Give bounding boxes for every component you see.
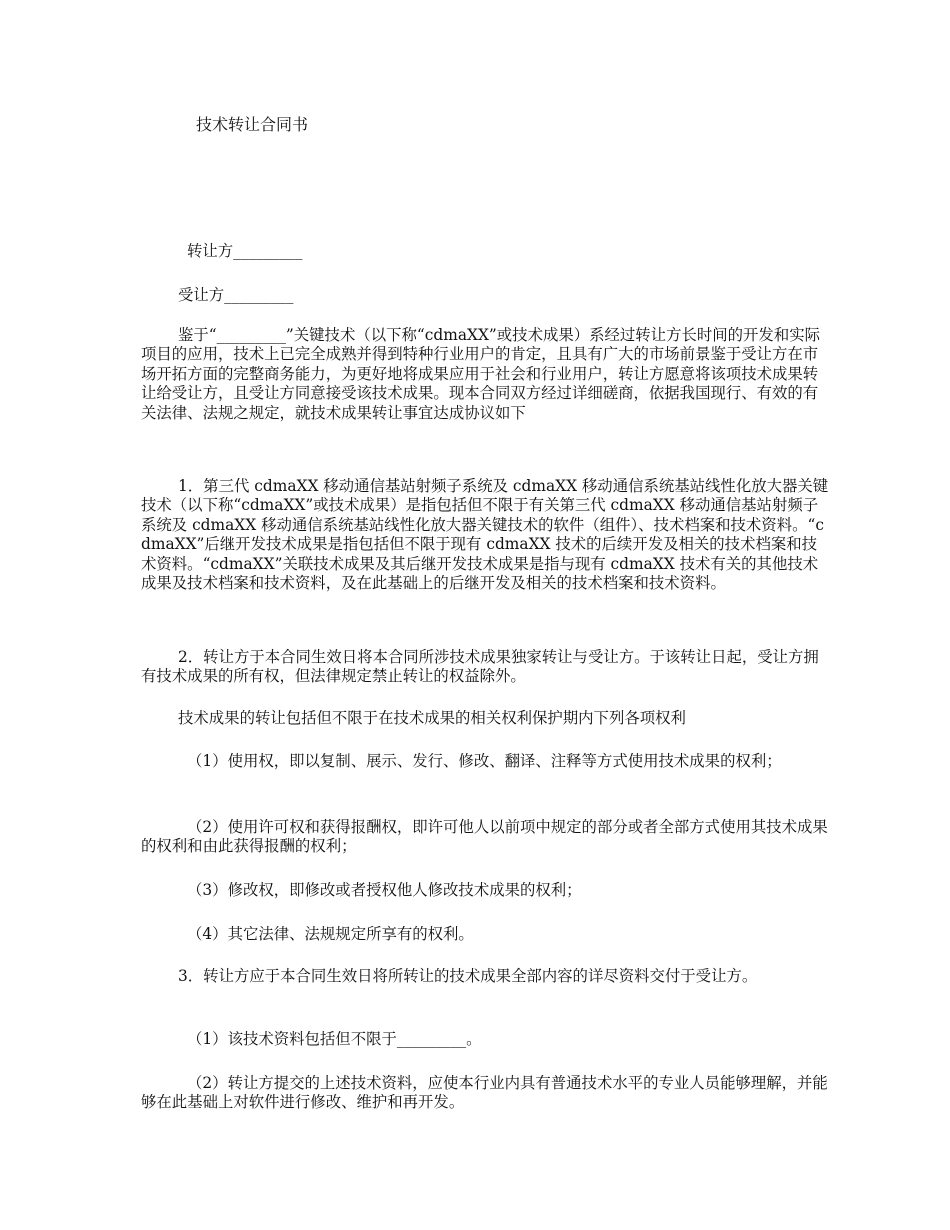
right-2-paragraph: （2）使用许可权和获得报酬权，即许可他人以前项中规定的部分或者全部方式使用其技术成果的权利和由此获得报酬的权利；	[141, 818, 828, 856]
clause-1-paragraph: 1．第三代 cdmaXX 移动通信基站射频子系统及 cdmaXX 移动通信系统基站线性化放大器关键技术（以下称“cdmaXX”或技术成果）是指包括但不限于有关第三代 cdmaXX 移动通信基站射频子系统及 cdmaXX 移动通信系统基站线性化放大器关键技术的软件（组件）、技术档案和技术资料。“cdmaXX”后继开发技术成果是指包括但不限于现有 cdmaXX 技术的后续开发及相关的技术档案和技术资料。“cdmaXX”关联技术成果及其后继开发技术成果是指与现有 cdmaXX 技术有关的其他技术成果及技术档案和技术资料，及在此基础上的后继开发及相关的技术档案和技术资料。	[141, 477, 829, 593]
transferee-line: 受让方_________	[178, 286, 294, 304]
preamble-paragraph: 鉴于“_________”关键技术（以下称“cdmaXX”或技术成果）系经过转让方长时间的开发和实际项目的应用，技术上已完全成熟并得到特种行业用户的肯定，且具有广大的市场前景鉴于受让方在市场开拓方面的完整商务能力，为更好地将成果应用于社会和行业用户，转让方愿意将该项技术成果转让给受让方，且受让方同意接受该技术成果。现本合同双方经过详细磋商，依据我国现行、有效的有关法律、法规之规定，就技术成果转让事宜达成协议如下	[141, 326, 820, 422]
transferor-line: 转让方_________	[187, 242, 303, 260]
transfer-scope-paragraph: 技术成果的转让包括但不限于在技术成果的相关权利保护期内下列各项权利	[178, 709, 686, 727]
right-3-paragraph: （3）修改权，即修改或者授权他人修改技术成果的权利；	[187, 881, 582, 899]
materials-2-paragraph: （2）转让方提交的上述技术资料，应使本行业内具有普通技术水平的专业人员能够理解，并能够在此基础上对软件进行修改、维护和再开发。	[141, 1074, 828, 1112]
right-4-paragraph: （4）其它法律、法规规定所享有的权利。	[187, 925, 474, 943]
clause-2-paragraph: 2．转让方于本合同生效日将本合同所涉技术成果独家转让与受让方。于该转让日起，受让方拥有技术成果的所有权，但法律规定禁止转让的权益除外。	[141, 648, 819, 686]
document-title: 技术转让合同书	[196, 115, 309, 134]
right-1-paragraph: （1）使用权，即以复制、展示、发行、修改、翻译、注释等方式使用技术成果的权利；	[187, 752, 782, 770]
clause-3-paragraph: 3．转让方应于本合同生效日将所转让的技术成果全部内容的详尽资料交付于受让方。	[178, 967, 758, 985]
materials-1-paragraph: （1）该技术资料包括但不限于_________。	[187, 1030, 482, 1048]
